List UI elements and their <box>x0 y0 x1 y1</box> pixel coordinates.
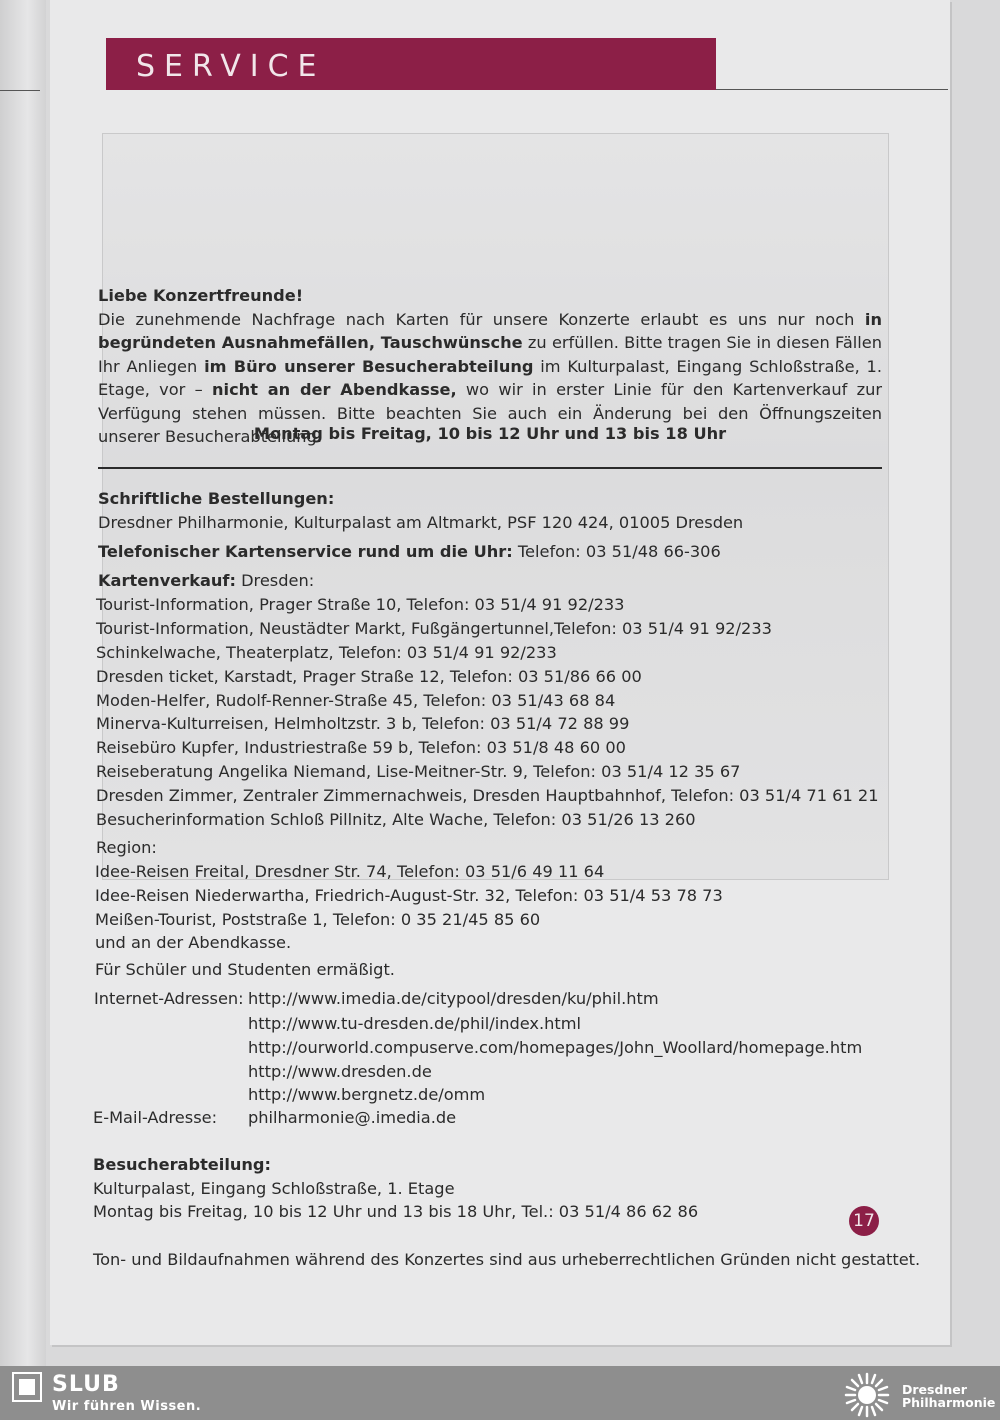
intro-text-2: zu erfüllen. Bitte tragen Sie in diesen Fällen Ihr Anliegen <box>98 333 883 376</box>
page-number-badge: 17 <box>849 1206 879 1236</box>
phone-service-number: Telefon: 03 51/48 66-306 <box>512 542 721 561</box>
list-item: Reiseberatung Angelika Niemand, Lise-Meitner-Str. 9, Telefon: 03 51/4 12 35 67 <box>96 762 741 781</box>
sales-heading <box>98 569 314 593</box>
page <box>50 0 950 1345</box>
written-orders-title: Schriftliche Bestellungen: <box>98 489 335 508</box>
discount-note: Für Schüler und Studenten ermäßigt. <box>95 960 395 979</box>
section-title: SERVICE <box>136 49 326 84</box>
book-spine <box>0 0 46 1366</box>
url-link[interactable]: http://www.tu-dresden.de/phil/index.html <box>248 1014 581 1033</box>
list-item: Idee-Reisen Niederwartha, Friedrich-August-Str. 32, Telefon: 03 51/4 53 78 73 <box>95 886 723 905</box>
sales-title: Kartenverkauf: <box>98 571 236 590</box>
intro-text-3: im Kulturpalast, Eingang Schloßstraße, 1. Etage, vor – <box>98 356 883 399</box>
slub-tagline: Wir führen Wissen. <box>52 1399 202 1414</box>
url-link[interactable]: http://ourworld.compuserve.com/homepages/John_Woollard/homepage.htm <box>248 1038 863 1057</box>
email-link[interactable]: philharmonie@.imedia.de <box>248 1108 457 1127</box>
list-item: Moden-Helfer, Rudolf-Renner-Straße 45, Telefon: 03 51/43 68 84 <box>96 691 616 710</box>
sales-city: Dresden: <box>235 571 315 590</box>
divider-rule <box>98 467 882 469</box>
url-link[interactable]: http://www.bergnetz.de/omm <box>248 1085 486 1104</box>
intro-text-1: Die zunehmende Nachfrage nach Karten für unsere Konzerte erlaubt es uns nur noch <box>98 309 865 329</box>
slub-name: SLUB <box>52 1372 120 1397</box>
internet-label: Internet-Adressen: <box>94 989 244 1008</box>
list-item: Besucherinformation Schloß Pillnitz, Alte Wache, Telefon: 03 51/26 13 260 <box>96 810 696 829</box>
philharmonie-logo-icon <box>842 1370 892 1420</box>
office-hours-highlight: Montag bis Freitag, 10 bis 12 Uhr und 13 bis 18 Uhr <box>253 424 727 443</box>
recording-notice: Ton- und Bildaufnahmen während des Konzertes sind aus urheberrechtlichen Gründen nicht gestattet. <box>93 1250 921 1269</box>
intro-text-4: wo wir in erster Linie für den Kartenverkauf zur Verfügung stehen müssen. Bitte beachten Sie auch ein Änderung bei den Öffnungszeiten unserer Besucherabteilung: <box>98 380 882 446</box>
list-item: Tourist-Information, Neustädter Markt, Fußgängertunnel,Telefon: 03 51/4 91 92/233 <box>96 619 772 638</box>
dp-line1: Dresdner <box>902 1382 967 1397</box>
phone-service-line <box>98 540 721 564</box>
list-item: Schinkelwache, Theaterplatz, Telefon: 03 51/4 91 92/233 <box>96 643 557 662</box>
list-item: Tourist-Information, Prager Straße 10, Telefon: 03 51/4 91 92/233 <box>96 595 625 614</box>
list-item: Idee-Reisen Freital, Dresdner Str. 74, Telefon: 03 51/6 49 11 64 <box>95 862 605 881</box>
visitor-dept-address: Kulturpalast, Eingang Schloßstraße, 1. Etage <box>93 1179 455 1198</box>
dp-line2: Philharmonie <box>902 1395 996 1410</box>
url-link[interactable]: http://www.dresden.de <box>248 1062 432 1081</box>
header-rule <box>716 89 948 90</box>
list-item: Reisebüro Kupfer, Industriestraße 59 b, Telefon: 03 51/8 48 60 00 <box>96 738 626 757</box>
phone-service-title: Telefonischer Kartenservice rund um die Uhr: <box>98 542 513 561</box>
list-item: Meißen-Tourist, Poststraße 1, Telefon: 0 35 21/45 85 60 <box>95 910 541 929</box>
philharmonie-wordmark <box>902 1383 995 1409</box>
intro-bold-3: nicht an der Abendkasse, <box>212 380 457 399</box>
visitor-dept-title: Besucherabteilung: <box>93 1155 271 1174</box>
list-item: und an der Abendkasse. <box>95 933 292 952</box>
region-title: Region: <box>96 838 157 857</box>
spine-rule <box>0 90 40 91</box>
visitor-dept-hours: Montag bis Freitag, 10 bis 12 Uhr und 13 bis 18 Uhr, Tel.: 03 51/4 86 62 86 <box>93 1202 699 1221</box>
slub-logo-icon <box>12 1372 42 1402</box>
written-orders-address: Dresdner Philharmonie, Kulturpalast am Altmarkt, PSF 120 424, 01005 Dresden <box>98 513 744 532</box>
intro-title: Liebe Konzertfreunde! <box>98 286 304 305</box>
url-link[interactable]: http://www.imedia.de/citypool/dresden/ku/phil.htm <box>248 989 659 1008</box>
intro-bold-2: im Büro unserer Besucherabteilung <box>204 356 534 376</box>
list-item: Dresden ticket, Karstadt, Prager Straße 12, Telefon: 03 51/86 66 00 <box>96 667 642 686</box>
list-item: Dresden Zimmer, Zentraler Zimmernachweis, Dresden Hauptbahnhof, Telefon: 03 51/4 71 61 21 <box>96 786 879 805</box>
list-item: Minerva-Kulturreisen, Helmholtzstr. 3 b, Telefon: 03 51/4 72 88 99 <box>96 714 630 733</box>
email-label: E-Mail-Adresse: <box>93 1108 218 1127</box>
intro-bold-1: in begründeten Ausnahmefällen, Tauschwünsche <box>98 309 882 352</box>
